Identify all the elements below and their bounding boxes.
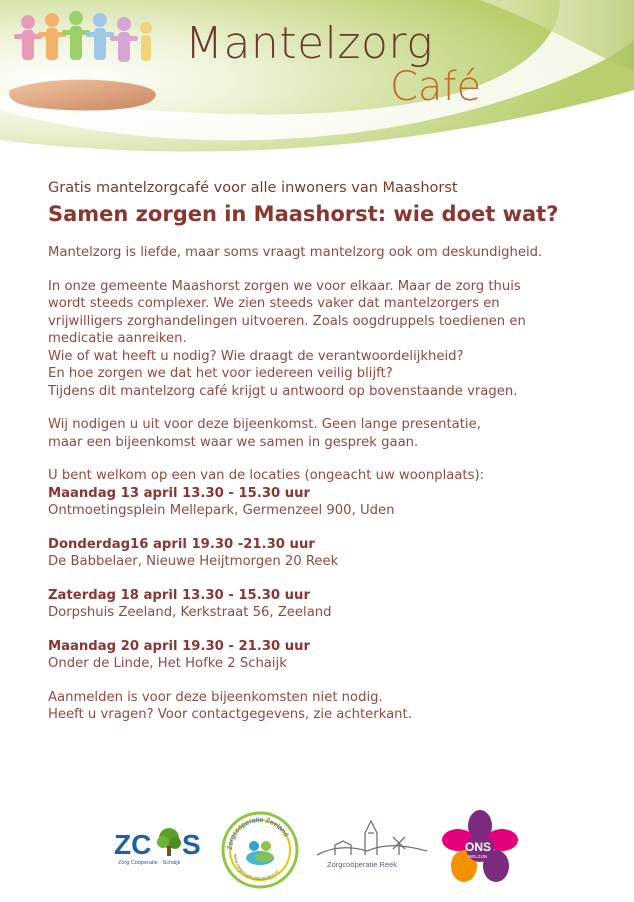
tree-icon [157,828,181,856]
location-item [48,485,608,520]
location-date: Zaterdag 18 april 13.30 - 15.30 uur [48,587,310,603]
closing-line: Heeft u vragen? Voor contactgegevens, zie achterkant. [48,707,412,722]
paragraph-line: wordt steeds complexer. We zien steeds vaker dat mantelzorgers en [48,296,500,311]
paragraph-2 [48,278,608,401]
partner-logos [0,800,634,895]
zeeland-ring-text: Zorgcoöperatie Zeeland [226,816,290,851]
zcs-logo-letters: ZC [114,829,152,860]
location-item [48,536,608,571]
location-address: De Babbelaer, Nieuwe Heijtmorgen 20 Reek [48,554,339,569]
paragraph-1: Mantelzorg is liefde, maar soms vraagt mantelzorg ook om deskundigheid. [48,245,543,260]
ons-logo-text: ONS [465,840,492,854]
paragraph-line: Tijdens dit mantelzorg café krijgt u antwoord op bovenstaande vragen. [48,383,518,399]
title-sub: Café [390,64,482,110]
location-item [48,587,608,622]
ons-welzijn-logo [440,810,520,885]
location-address: Onder de Linde, Het Hofke 2 Schaijk [48,656,287,671]
paragraph-line: Wij nodigen u uit voor deze bijeenkomst. Geen lange presentatie, [48,417,481,432]
location-date: Maandag 20 april 19.30 - 21.30 uur [48,638,311,654]
paragraph-line: En hoe zorgen we dat het voor iedereen veilig blijft? [48,366,393,381]
zeeland-logo [220,810,300,890]
reek-logo-caption: Zorgcoöperatie Reek [327,860,398,869]
intro-line: Gratis mantelzorgcafé voor alle inwoners van Maashorst [48,180,458,196]
flyer-content [48,180,608,724]
paragraph-line: Wie of wat heeft u nodig? Wie draagt de verantwoordelijkheid? [48,348,464,364]
location-address: Ontmoetingsplein Mellepark, Germenzeel 900, Uden [48,503,395,518]
location-date: Donderdag16 april 19.30 -21.30 uur [48,536,315,552]
paragraph-line: vrijwilligers zorghandelingen uitvoeren. Zoals oogdruppels toedienen en [48,313,526,329]
paragraph-line: maar een bijeenkomst waar we samen in gesprek gaan. [48,434,419,450]
title-main: Mantelzorg [185,18,434,69]
zcs-logo-s: S [182,829,201,860]
village-skyline-icon [317,821,427,855]
paragraph-line: In onze gemeente Maashorst zorgen we voor elkaar. Maar de zorg thuis [48,278,521,294]
location-list [48,485,608,673]
location-address: Dorpshuis Zeeland, Kerkstraat 56, Zeeland [48,605,332,620]
location-item [48,638,608,673]
headline: Samen zorgen in Maashorst: wie doet wat? [48,202,559,226]
hand-icon [9,80,156,111]
reek-logo [315,815,430,875]
zcs-logo-caption: Zorg Coöperatie · Schaijk [118,860,181,866]
closing [48,689,608,724]
zeeland-url-text: www.zorgcooperatiezeeland.nl [232,853,280,882]
zcs-logo [112,820,202,870]
location-date: Maandag 13 april 13.30 - 15.30 uur [48,485,311,501]
welcome-line: U bent welkom op een van de locaties (ongeacht uw woonplaats): [48,468,485,483]
header-banner [0,0,634,160]
ons-logo-subtext: WELZIJN [468,854,488,859]
closing-line: Aanmelden is voor deze bijeenkomsten niet nodig. [48,689,383,705]
paragraph-line: medicatie aanreiken. [48,331,187,346]
paragraph-3 [48,416,608,451]
